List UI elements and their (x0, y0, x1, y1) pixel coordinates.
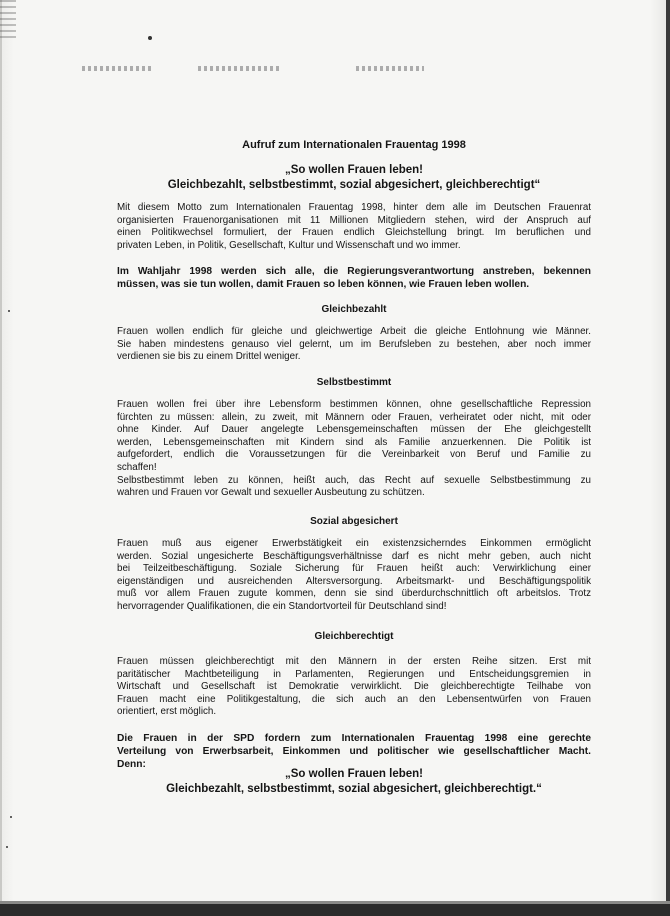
text-line: Wirtschaft und Gesellschaft ist Demokratie verwirklicht. Die gleichberechtigte Teilhabe von (117, 681, 591, 693)
text-line: bei Teilzeitbeschäftigung. Soziale Sicherung für Frauen heißt auch: Verwirklichung einer (117, 563, 591, 575)
text-line: Die Frauen in der SPD fordern zum Internationalen Frauentag 1998 eine gerechte (117, 733, 591, 744)
text-line: müssen, was sie tun wollen, damit Frauen so leben können, wie Frauen leben wollen. (117, 279, 530, 290)
text-line: fürchten zu müssen: allein, zu zweit, mit Männern oder Frauen, verheiratet oder nicht, mit oder (117, 411, 591, 423)
election-call (117, 265, 591, 291)
text-line: aufgefordert, endlich die Voraussetzungen für die Vereinbarkeit von Beruf und Familie zu (117, 449, 591, 461)
text-line: Denn: (117, 759, 146, 770)
text-line: Verteilung von Erwerbsarbeit, Einkommen und politischer wie gesellschaftlicher Macht. (117, 746, 591, 757)
motto-line: „So wollen Frauen leben! (284, 768, 424, 780)
scan-left-edge (0, 0, 2, 916)
text-line: ohne Kinder. Auf Dauer angelegte Lebensgemeinschaften müssen der Ehe gleichgestellt (117, 424, 591, 436)
scan-bottom-edge (0, 904, 670, 916)
scan-corner-mark (0, 0, 16, 40)
section-paragraph (117, 656, 591, 719)
text-line: organisierten Frauenorganisationen mit 11 Millionen Mitgliedern stehen, wird der Anspruch auf (117, 214, 591, 226)
text-line: verdienen sie bis zu einem Drittel weniger. (117, 351, 301, 363)
faint-header-mark (356, 66, 424, 71)
text-line: Frauen müssen gleichberechtigt mit den Männern in der ersten Reihe sitzen. Erst mit (117, 656, 591, 667)
text-line: hervorragender Qualifikationen, die ein Standortvorteil für Deutschland sind! (117, 600, 447, 612)
text-line: eigenständigen und ausreichenden Altersversorgung. Arbeitsmarkt- und Beschäftigungspolitik (117, 575, 591, 587)
motto-line: Gleichbezahlt, selbstbestimmt, sozial abgesichert, gleichberechtigt.“ (166, 783, 542, 795)
text-line: Mit diesem Motto zum Internationalen Frauentag 1998, hinter dem alle im Deutschen Frauenrat (117, 202, 591, 213)
section-paragraph (117, 399, 591, 500)
section-heading: Selbstbestimmt (316, 377, 392, 388)
text-line: einen Politikwechsel formuliert, der Frauen endlich Gleichstellung bringt. Im beruflichen und (117, 227, 591, 239)
text-line: orientiert, erst möglich. (117, 706, 217, 718)
scan-speck (6, 846, 8, 848)
text-line: Frauen macht eine Politikgestaltung, die sich auch an den Lebensentwürfen von Frauen (117, 693, 591, 705)
text-line: Sie haben mindestens genauso viel gelernt, um im Berufsleben zu bestehen, aber noch immer (117, 338, 591, 350)
faint-header-mark (198, 66, 280, 71)
section-paragraph (117, 326, 591, 364)
closing-motto (117, 767, 591, 797)
motto-line: „So wollen Frauen leben! (284, 164, 424, 176)
text-line: wahren und Frauen vor Gewalt und sexueller Ausbeutung zu schützen. (117, 487, 425, 499)
text-line: Selbstbestimmt leben zu können, heißt auch, das Recht auf sexuelle Selbstbestimmung zu (117, 474, 591, 486)
scan-speck (8, 310, 10, 312)
text-line: paritätischer Machtbeteiligung in Parlamenten, Regierungen und Entscheidungsgremien in (117, 668, 591, 680)
section-heading: Gleichberechtigt (314, 631, 394, 642)
text-line: Frauen wollen frei über ihre Lebensform bestimmen können, ohne gesellschaftliche Repression (117, 399, 591, 410)
motto (117, 163, 591, 193)
section-paragraph (117, 538, 591, 614)
motto-line: Gleichbezahlt, selbstbestimmt, sozial abgesichert, gleichberechtigt“ (167, 179, 541, 191)
text-line: Im Wahljahr 1998 werden sich alle, die Regierungsverantwortung anstreben, bekennen (117, 266, 591, 277)
text-line: Frauen muß aus eigener Erwerbstätigkeit ein existenzsicherndes Einkommen ermöglicht (117, 538, 591, 549)
document-title: Aufruf zum Internationalen Frauentag 1998 (242, 139, 466, 151)
intro-paragraph (117, 202, 591, 252)
text-line: privaten Leben, in Politik, Gesellschaft, Kultur und Wissenschaft und wo immer. (117, 239, 461, 251)
text-line: werden, Lebensgemeinschaften mit Kindern sind als Familie anzuerkennen. Die Politik ist (117, 436, 591, 448)
closing-paragraph (117, 732, 591, 771)
text-line: werden. Sozial ungesicherte Beschäftigungsverhältnisse darf es nicht mehr geben, auch nicht (117, 550, 591, 562)
text-line: Frauen wollen endlich für gleiche und gleichwertige Arbeit die gleiche Entlohnung wie Männer. (117, 326, 591, 337)
scan-right-edge (666, 0, 670, 916)
scan-speck (148, 36, 152, 40)
text-line: schaffen! (117, 461, 157, 473)
section-heading: Sozial abgesichert (310, 516, 398, 527)
scan-speck (10, 816, 12, 818)
section-heading: Gleichbezahlt (321, 304, 387, 315)
text-line: muß vor allem Frauen zugute kommen, denn sie sind überdurchschnittlich oft arbeitslos. Trotz (117, 588, 591, 600)
faint-header-mark (82, 66, 152, 71)
